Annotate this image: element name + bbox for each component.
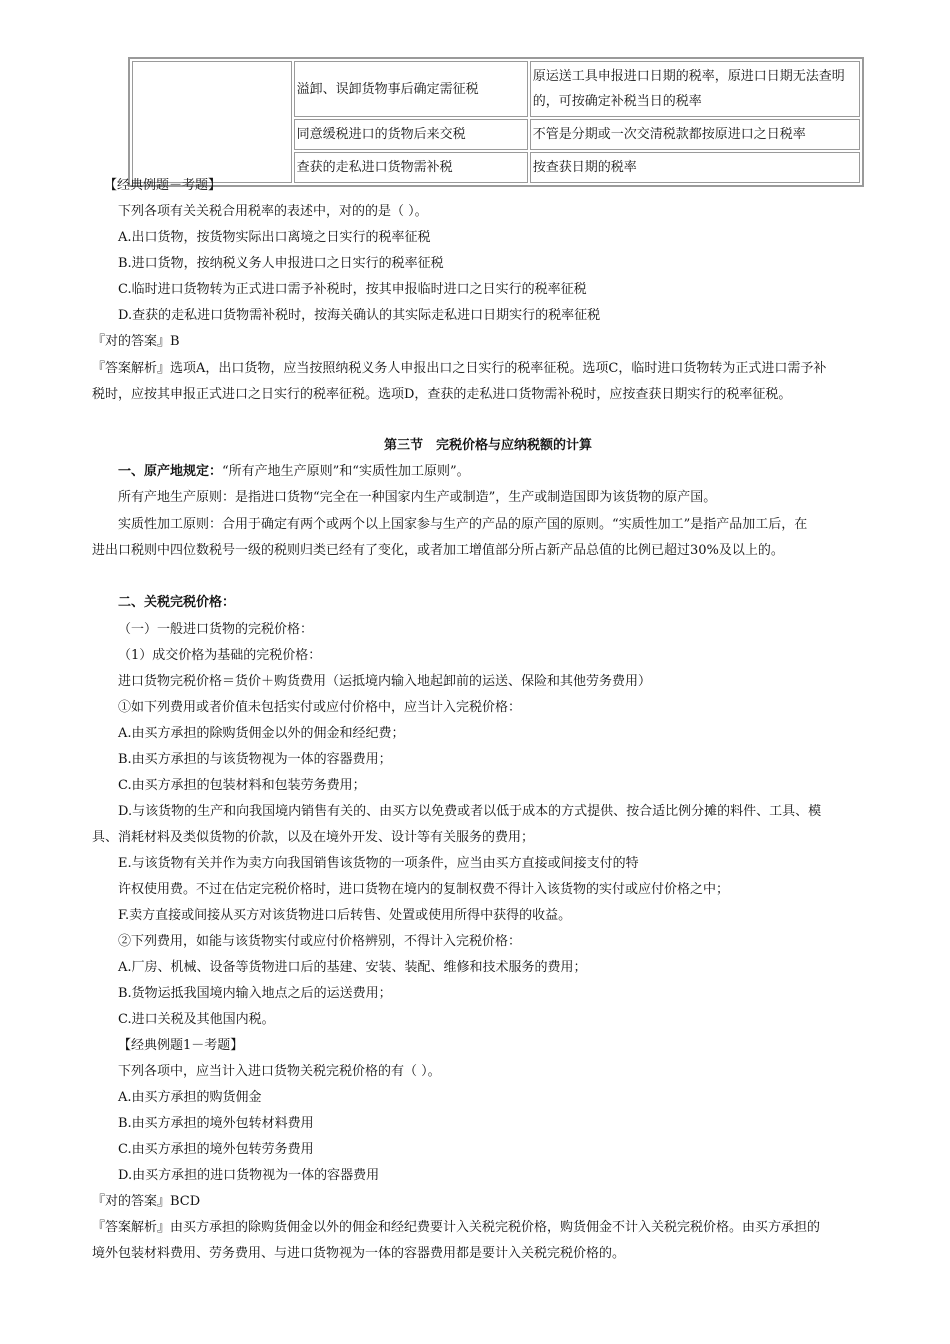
text-line: [118, 881, 729, 899]
paragraph-text: 【经典例题－考题】: [104, 178, 222, 193]
paragraph-text: “所有产地生产原则”和“实质性加工原则”。: [222, 464, 470, 479]
table-cell: 同意缓税进口的货物后来交税: [294, 119, 528, 150]
heading-text: 二、关税完税价格：: [118, 595, 236, 610]
text-line: [118, 489, 716, 507]
paragraph-text: B.货物运抵我国境内输入地点之后的运送费用；: [118, 986, 392, 1001]
text-line: [118, 229, 431, 247]
paragraph-text: B.由买方承担的境外包转材料费用: [118, 1116, 314, 1131]
text-line: [118, 307, 600, 325]
text-line: [118, 594, 235, 612]
paragraph-text: A.厂房、机械、设备等货物进口后的基建、安装、装配、维修和技术服务的费用；: [118, 960, 587, 975]
text-line: [118, 255, 444, 273]
text-line: [92, 333, 180, 351]
paragraph-text: D.查获的走私进口货物需补税时，按海关确认的其实际走私进口日期实行的税率征税: [118, 308, 601, 323]
text-line: [92, 542, 784, 560]
text-line: [92, 1193, 200, 1211]
text-line: [118, 855, 639, 873]
paragraph-text: ①如下列费用或者价值未包括实付或应付价格中，应当计入完税价格：: [118, 700, 522, 715]
text-line: [104, 177, 221, 195]
table-cell: 溢卸、误卸货物事后确定需征税: [294, 61, 528, 117]
text-line: [118, 647, 321, 665]
text-line: [118, 621, 313, 639]
text-line: [118, 1089, 262, 1107]
paragraph-text: 下列各项有关关税合用税率的表述中，对的的是（ ）。: [118, 204, 428, 219]
paragraph-text: 【经典例题1－考题】: [118, 1038, 244, 1053]
paragraph-text: B.由买方承担的与该货物视为一体的容器费用；: [118, 752, 392, 767]
text-line: [118, 725, 405, 743]
text-line: [92, 1219, 820, 1237]
paragraph-text: D.由买方承担的进口货物视为一体的容器费用: [118, 1168, 380, 1183]
paragraph-text: （1）成交价格为基础的完税价格：: [118, 648, 322, 663]
paragraph-text: 『答案解析』由买方承担的除购货佣金以外的佣金和经纪费要计入关税完税价格，购货佣金不计入关税完税价格。由买方承担的: [92, 1220, 821, 1235]
text-line: [118, 1063, 441, 1081]
paragraph-text: F.卖方直接或间接从买方对该货物进口后转售、处置或使用所得中获得的收益。: [118, 908, 572, 923]
table-cell: [132, 61, 292, 183]
paragraph-text: 境外包装材料费用、劳务费用、与进口货物视为一体的容器费用都是要计入关税完税价格的。: [92, 1246, 626, 1261]
text-line: [118, 959, 587, 977]
paragraph-text: 『对的答案』BCD: [92, 1194, 201, 1209]
tax-rate-table: [128, 57, 864, 187]
paragraph-text: 『对的答案』B: [92, 334, 180, 349]
paragraph-text: 许权使用费。不过在估定完税价格时，进口货物在境内的复制权费不得计入该货物的实付或应付价格之中；: [118, 882, 730, 897]
text-line: [118, 1115, 314, 1133]
text-line: [118, 907, 571, 925]
paragraph-text: D.与该货物的生产和向我国境内销售有关的、由买方以免费或者以低于成本的方式提供、按合适比例分摊的料件、工具、模: [118, 804, 822, 819]
text-line: [118, 1037, 243, 1055]
paragraph-text: B.进口货物，按纳税义务人申报进口之日实行的税率征税: [118, 256, 444, 271]
text-line: [118, 1011, 275, 1029]
text-line: [118, 803, 821, 821]
table-cell: 按查获日期的税率: [530, 152, 860, 183]
heading-text: 第三节 完税价格与应纳税额的计算: [384, 438, 593, 453]
paragraph-text: 进口货物完税价格＝货价＋购货费用（运抵境内输入地起卸前的运送、保险和其他劳务费用）: [118, 674, 652, 689]
text-line: [92, 1245, 625, 1263]
text-line: [118, 985, 392, 1003]
paragraph-text: 具、消耗材料及类似货物的价款，以及在境外开发、设计等有关服务的费用；: [92, 830, 535, 845]
paragraph-text: E.与该货物有关并作为卖方向我国销售该货物的一项条件，应当由买方直接或间接支付的特: [118, 856, 639, 871]
paragraph-text: 『答案解析』选项A，出口货物，应当按照纳税义务人申报出口之日实行的税率征税。选项C，临时进口货物转为正式进口需予补: [92, 361, 827, 376]
table-cell: 不管是分期或一次交清税款都按原进口之日税率: [530, 119, 860, 150]
text-line: [118, 1141, 314, 1159]
paragraph-text: 所有产地生产原则：是指进口货物“完全在一种国家内生产或制造”，生产或制造国即为该货物的原产国。: [118, 490, 717, 505]
text-line: [118, 281, 587, 299]
paragraph-text: A.出口货物，按货物实际出口离境之日实行的税率征税: [118, 230, 431, 245]
text-line: [118, 463, 470, 481]
text-line: [118, 673, 651, 691]
text-line: [384, 437, 592, 455]
paragraph-text: C.由买方承担的包装材料和包装劳务费用；: [118, 778, 366, 793]
table-cell: 查获的走私进口货物需补税: [294, 152, 528, 183]
paragraph-text: A.由买方承担的除购货佣金以外的佣金和经纪费；: [118, 726, 405, 741]
paragraph-text: 进出口税则中四位数税号一级的税则归类已经有了变化，或者加工增值部分所占新产品总值的比例已超过30%及以上的。: [92, 543, 784, 558]
paragraph-text: 实质性加工原则：合用于确定有两个或两个以上国家参与生产的产品的原产国的原则。“实质性加工”是指产品加工后，在: [118, 517, 808, 532]
table-row: [132, 61, 860, 117]
text-line: [118, 203, 428, 221]
text-line: [118, 699, 521, 717]
text-line: [92, 360, 826, 378]
heading-text: 一、原产地规定：: [118, 464, 223, 479]
paragraph-text: C.临时进口货物转为正式进口需予补税时，按其申报临时进口之日实行的税率征税: [118, 282, 587, 297]
paragraph-text: 下列各项中，应当计入进口货物关税完税价格的有（ ）。: [118, 1064, 441, 1079]
text-line: [92, 829, 534, 847]
paragraph-text: （一）一般进口货物的完税价格：: [118, 622, 314, 637]
paragraph-text: 税时，应按其申报正式进口之日实行的税率征税。选项D，查获的走私进口货物需补税时，应按查获日期实行的税率征税。: [92, 387, 792, 402]
table-cell: 原运送工具申报进口日期的税率，原进口日期无法查明的，可按确定补税当日的税率: [530, 61, 860, 117]
text-line: [118, 516, 807, 534]
paragraph-text: C.由买方承担的境外包转劳务费用: [118, 1142, 314, 1157]
text-line: [118, 777, 366, 795]
text-line: [118, 1167, 379, 1185]
paragraph-text: ②下列费用，如能与该货物实付或应付价格辨别，不得计入完税价格：: [118, 934, 522, 949]
text-line: [92, 386, 791, 404]
paragraph-text: A.由买方承担的购货佣金: [118, 1090, 262, 1105]
paragraph-text: C.进口关税及其他国内税。: [118, 1012, 275, 1027]
text-line: [118, 751, 392, 769]
text-line: [118, 933, 521, 951]
